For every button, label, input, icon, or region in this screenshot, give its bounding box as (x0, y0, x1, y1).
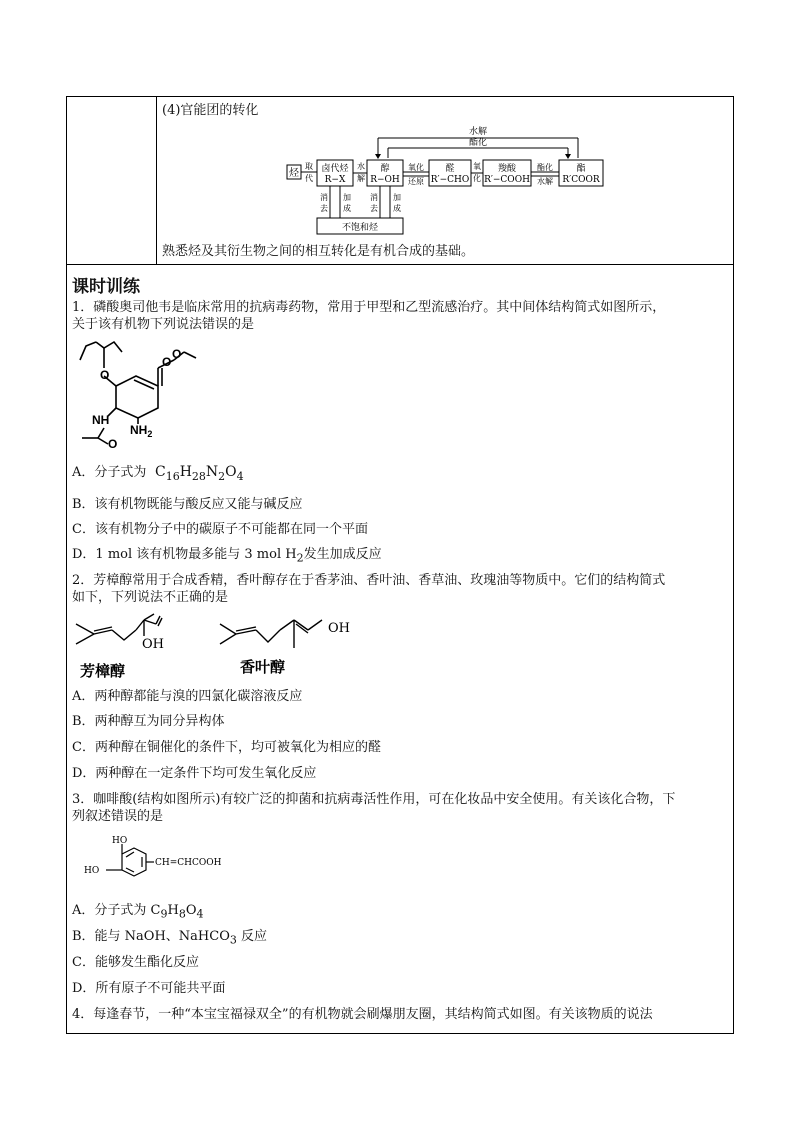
q1-stem-line2: 关于该有机物下列说法错误的是 (72, 317, 255, 332)
acid-name: 羧酸 (497, 164, 517, 174)
label-elim-b2: 去 (370, 204, 378, 213)
arrow-label-substitute-b: 代 (305, 174, 313, 183)
q4-stem-line1: 4．每逢春节，一种“本宝宝福禄双全”的有机物就会刷爆朋友圈，其结构简式如图。有关该物质的说法 (72, 1007, 653, 1022)
hydrocarbon-label: 烃 (289, 168, 299, 179)
alcohol-formula: R−OH (370, 175, 400, 185)
arrow-label-oxidize-b: 化 (473, 174, 481, 183)
arrow-label-hydrolysis: 水解 (537, 177, 553, 186)
q3-mol-chain: CH=CHCOOH (155, 858, 222, 868)
halide-formula: R−X (324, 175, 346, 185)
q2-stem-line2: 如下，下列说法不正确的是 (72, 590, 229, 605)
arrow-label-oxidation: 氧化 (408, 163, 424, 172)
q2-mol1-oh: OH (142, 637, 164, 652)
q1-mol-o2: O (162, 355, 172, 369)
arrow-label-hydrolysis-a: 水 (357, 162, 365, 171)
arrow-label-reduction: 还原 (408, 177, 424, 186)
label-add-a1: 加 (343, 193, 351, 202)
q1-mol-o4: O (108, 437, 118, 451)
arrow-label-hydrolysis-b: 解 (357, 174, 365, 183)
table-row-divider (66, 264, 734, 265)
label-elim-a1: 消 (320, 193, 328, 202)
aldehyde-name: 醛 (445, 164, 455, 174)
ester-name: 酯 (576, 164, 586, 174)
item-title: (4)官能团的转化 (162, 103, 259, 118)
arrow-label-substitute-a: 取 (305, 162, 313, 171)
q2-molecules (72, 612, 372, 684)
q1-option-c: C．该有机物分子中的碳原子不可能都在同一个平面 (72, 522, 368, 537)
q2-option-a: A．两种醇都能与溴的四氯化碳溶液反应 (72, 689, 303, 704)
ester-formula: R′COOR (562, 175, 600, 185)
section-title: 课时训练 (72, 277, 140, 297)
q1-mol-o1: O (100, 368, 110, 382)
q2-option-d: D．两种醇在一定条件下均可发生氧化反应 (72, 766, 317, 781)
q3-option-d: D．所有原子不可能共平面 (72, 981, 226, 996)
functional-group-diagram (286, 120, 621, 238)
q3-mol-ho2: HO (84, 866, 100, 876)
q3-molecule (82, 832, 242, 888)
q1-mol-nh: NH (92, 413, 110, 427)
alcohol-name: 醇 (380, 164, 390, 174)
label-add-b1: 成 (343, 204, 351, 213)
q2-stem-line1: 2．芳樟醇常用于合成香精，香叶醇存在于香茅油、香叶油、香草油、玫瑰油等物质中。它们的结构简式 (72, 573, 666, 588)
aldehyde-formula: R′−CHO (430, 175, 470, 185)
q2-option-c: C．两种醇在铜催化的条件下，均可被氧化为相应的醛 (72, 740, 381, 755)
hydrolysis-label: 水解 (468, 127, 488, 137)
q3-mol-ho1: HO (112, 836, 128, 846)
table-column-divider (156, 96, 157, 265)
q3-option-b: B．能与 NaOH、NaHCO$_3$ 反应 (72, 929, 268, 947)
q1-molecule (74, 338, 204, 456)
acid-formula: R′−COOH (484, 175, 530, 185)
q2-option-b: B．两种醇互为同分异构体 (72, 714, 225, 729)
q2-mol2-oh: OH (328, 621, 350, 636)
q1-stem-line1: 1．磷酸奥司他韦是临床常用的抗病毒药物，常用于甲型和乙型流感治疗。其中间体结构简式如图所示， (72, 300, 666, 315)
unsaturated-label: 不饱和烃 (341, 223, 379, 233)
arrow-label-oxidize-a: 氧 (473, 162, 481, 171)
q3-stem-line2: 列叙述错误的是 (72, 809, 164, 824)
q3-option-c: C．能够发生酯化反应 (72, 955, 199, 970)
label-elim-b1: 去 (320, 204, 328, 213)
label-add-b2: 成 (393, 204, 401, 213)
q2-mol2-name: 香叶醇 (240, 658, 286, 676)
q3-stem-line1: 3．咖啡酸(结构如图所示)有较广泛的抑菌和抗病毒活性作用，可在化妆品中安全使用。有关该化合物，下 (72, 792, 676, 807)
q1-option-b: B．该有机物既能与酸反应又能与碱反应 (72, 497, 303, 512)
q1-option-d: D．1 mol 该有机物最多能与 3 mol $H_2$发生加成反应 (72, 547, 382, 565)
arrow-label-esterify: 酯化 (537, 163, 553, 172)
esterify-label: 酯化 (468, 138, 488, 148)
q2-mol1-name: 芳樟醇 (80, 662, 126, 680)
summary-text: 熟悉烃及其衍生物之间的相互转化是有机合成的基础。 (162, 244, 475, 259)
q1-mol-nh2: $NH_2$ (130, 423, 153, 439)
label-elim-a2: 消 (370, 193, 378, 202)
q1-option-a: A．分子式为 $C_{16}H_{28}N_2O_4$ (72, 464, 244, 483)
q3-option-a: A．分子式为 $C_9H_8O_4$ (72, 903, 204, 921)
halide-name: 卤代烃 (321, 164, 349, 174)
label-add-a2: 加 (393, 193, 401, 202)
q1-mol-o3: O (172, 347, 182, 361)
